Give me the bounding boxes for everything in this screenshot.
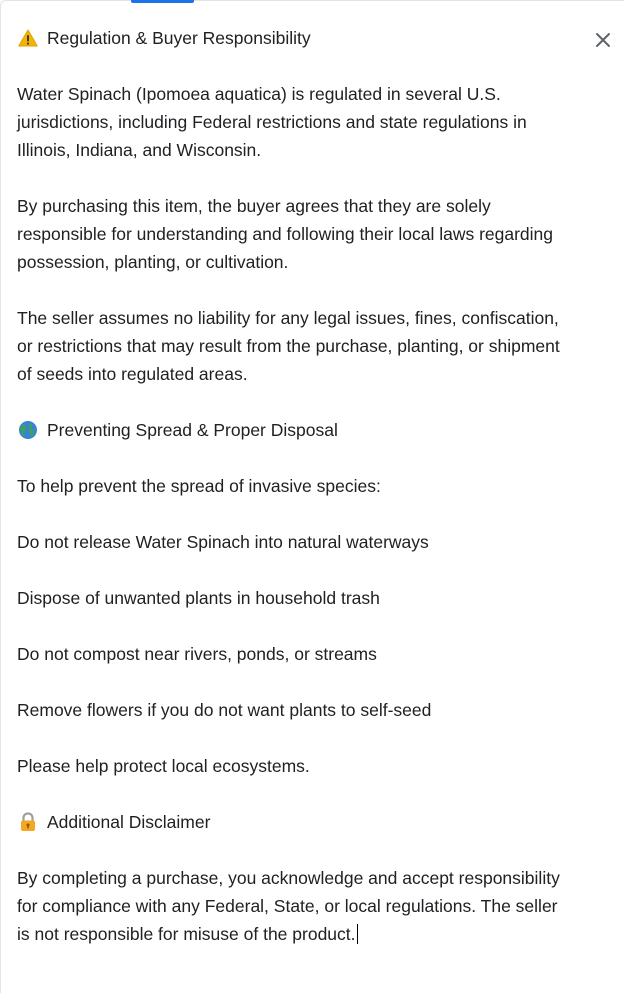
text-line: The seller assumes no liability for any legal issues, fines, confiscation, xyxy=(17,308,559,328)
text-cursor xyxy=(357,924,358,944)
regulation-paragraph-3 xyxy=(17,304,587,388)
list-item: Remove flowers if you do not want plants to self-seed xyxy=(17,700,432,720)
text-line: Illinois, Indiana, and Wisconsin. xyxy=(17,140,262,160)
globe-icon xyxy=(17,420,39,440)
disclaimer-heading-text: Additional Disclaimer xyxy=(47,812,211,832)
text-line-with-caret xyxy=(17,920,587,948)
spread-closing: Please help protect local ecosystems. xyxy=(17,756,310,776)
spread-heading-text: Preventing Spread & Proper Disposal xyxy=(47,420,338,440)
text-line: Water Spinach (Ipomoea aquatica) is regulated in several U.S. xyxy=(17,84,501,104)
close-button[interactable] xyxy=(589,26,617,54)
text-line: jurisdictions, including Federal restrictions and state regulations in xyxy=(17,112,527,132)
text-line: or restrictions that may result from the purchase, planting, or shipment xyxy=(17,336,560,356)
text-line: By purchasing this item, the buyer agrees that they are solely xyxy=(17,196,491,216)
lock-icon xyxy=(17,812,39,832)
disclaimer-heading xyxy=(17,808,587,836)
description-text-area[interactable] xyxy=(17,24,587,948)
regulation-paragraph-1 xyxy=(17,80,587,164)
text-line: is not responsible for misuse of the product. xyxy=(17,924,356,944)
text-line: By completing a purchase, you acknowledge and accept responsibility xyxy=(17,868,560,888)
text-line: possession, planting, or cultivation. xyxy=(17,252,289,272)
warning-icon xyxy=(17,28,39,48)
spread-intro: To help prevent the spread of invasive species: xyxy=(17,476,381,496)
active-tab-indicator xyxy=(131,0,194,3)
regulation-heading-text: Regulation & Buyer Responsibility xyxy=(47,28,311,48)
text-line: for compliance with any Federal, State, or local regulations. The seller xyxy=(17,896,558,916)
regulation-heading xyxy=(17,24,587,52)
disclaimer-paragraph xyxy=(17,864,587,948)
spread-heading xyxy=(17,416,587,444)
text-line: responsible for understanding and following their local laws regarding xyxy=(17,224,554,244)
regulation-paragraph-2 xyxy=(17,192,587,276)
list-item: Dispose of unwanted plants in household trash xyxy=(17,588,380,608)
text-line: of seeds into regulated areas. xyxy=(17,364,248,384)
close-icon xyxy=(595,32,611,48)
list-item: Do not compost near rivers, ponds, or streams xyxy=(17,644,377,664)
list-item: Do not release Water Spinach into natural waterways xyxy=(17,532,429,552)
